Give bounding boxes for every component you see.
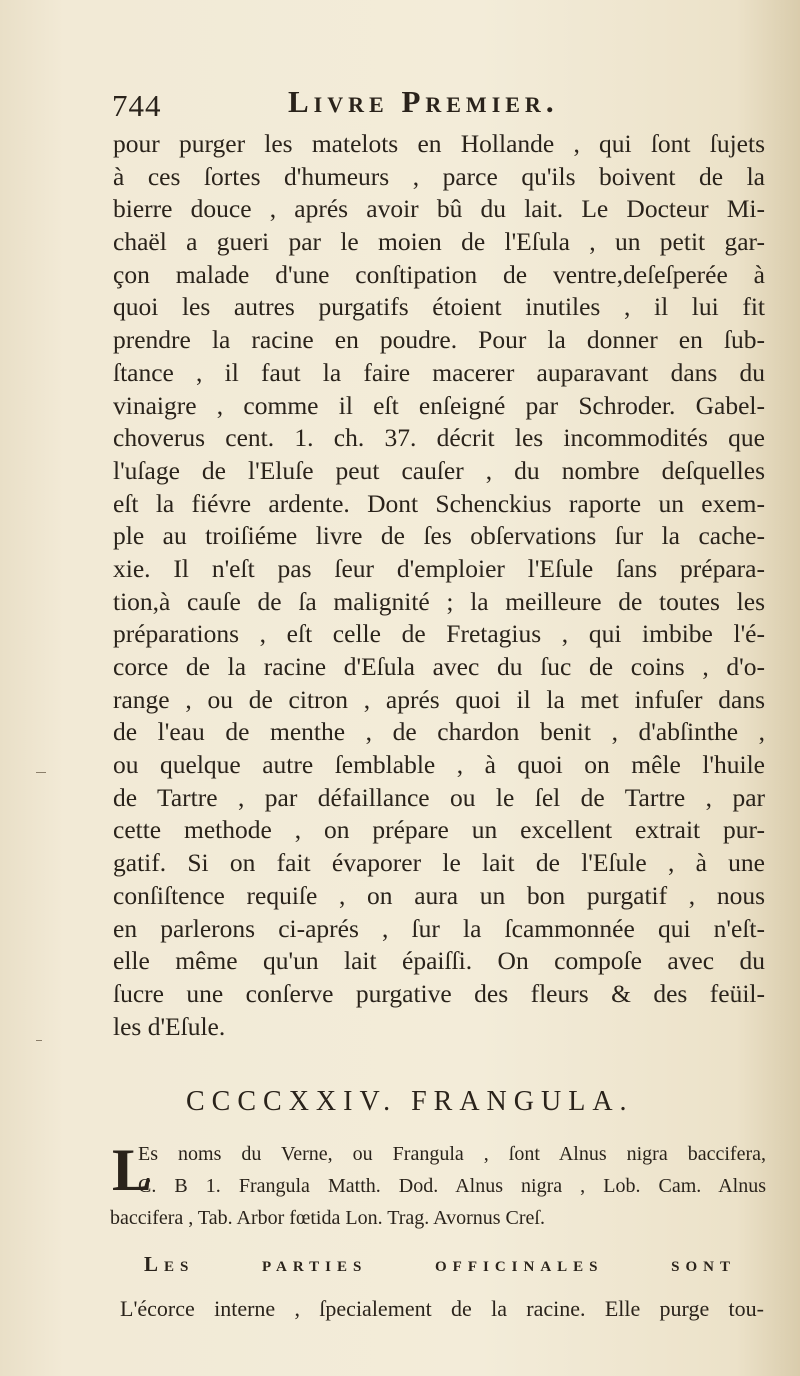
- section-line: Es noms du Verne, ou Frangula , ſont Alnus nigra baccifera,: [138, 1143, 766, 1165]
- text-line: de Tartre , par défaillance ou le ſel de Tartre , par: [113, 782, 765, 812]
- text-line: eſt la fiévre ardente. Dont Schenckius raporte un exem-: [113, 488, 765, 518]
- text-line: range , ou de citron , aprés quoi il la met infuſer dans: [113, 684, 765, 714]
- text-line: conſiſtence requiſe , on aura un bon purgatif , nous: [113, 880, 765, 910]
- section-title: CCCCXXIV. FRANGULA.: [186, 1086, 634, 1117]
- text-line: bierre douce , aprés avoir bû du lait. Le Docteur Mi-: [113, 194, 765, 224]
- section-line: C. B 1. Frangula Matth. Dod. Alnus nigra , Lob. Cam. Alnus: [138, 1175, 766, 1197]
- text-line: vinaigre , comme il eſt enſeigné par Schroder. Gabel-: [113, 390, 765, 420]
- text-line: pour purger les matelots en Hollande , qui ſont ſujets: [113, 129, 765, 158]
- text-line: tion,à cauſe de ſa malignité ; la meilleure de toutes les: [113, 586, 765, 616]
- body-text: [113, 128, 765, 1043]
- drop-cap: L: [112, 1137, 153, 1203]
- text-line: choverus cent. 1. ch. 37. décrit les incommodités que: [113, 423, 765, 453]
- final-line: L'écorce interne , ſpecialement de la racine. Elle purge tou-: [120, 1296, 764, 1321]
- section-line: baccifera , Tab. Arbor fœtida Lon. Trag. Avornus Creſ.: [110, 1207, 545, 1229]
- section-paragraph: [110, 1138, 766, 1234]
- text-line: quoi les autres purgatifs étoient inutiles , il lui fit: [113, 292, 765, 322]
- margin-mark: [36, 772, 46, 773]
- text-line: de l'eau de menthe , de chardon benit , d'abſinthe ,: [113, 717, 765, 747]
- text-line: préparations , eſt celle de Fretagius , qui imbibe l'é-: [113, 619, 765, 649]
- text-line: l'uſage de l'Eluſe peut cauſer , du nombre deſquelles: [113, 455, 765, 485]
- text-line: çon malade d'une conſtipation de ventre,deſeſperée à: [113, 259, 765, 289]
- text-line: les d'Eſule.: [113, 1011, 226, 1041]
- text-line: ple au troiſiéme livre de ſes obſervations ſur la cache-: [113, 521, 765, 551]
- text-line: en parlerons ci-aprés , ſur la ſcammonnée qui n'eſt-: [113, 913, 765, 943]
- text-line: xie. Il n'eſt pas ſeur d'emploier l'Eſule ſans prépara-: [113, 553, 765, 583]
- text-line: à ces ſortes d'humeurs , parce qu'ils boivent de la: [113, 161, 765, 191]
- running-head: Livre Premier.: [288, 84, 559, 119]
- margin-mark: [36, 1040, 42, 1041]
- page-number: 744: [112, 88, 162, 123]
- text-line: chaël a gueri par le moien de l'Eſula , un petit gar-: [113, 227, 765, 257]
- parts-heading: Les parties officinales sont: [144, 1252, 736, 1276]
- text-line: ou quelque autre ſemblable , à quoi on mêle l'huile: [113, 750, 765, 780]
- page-header: [112, 84, 632, 128]
- text-line: prendre la racine en poudre. Pour la donner en ſub-: [113, 325, 765, 355]
- text-line: ſucre une conſerve purgative des fleurs & des feüil-: [113, 978, 765, 1008]
- text-line: cette methode , on prépare un excellent extrait pur-: [113, 815, 765, 845]
- text-line: elle même qu'un lait épaiſſi. On compoſe avec du: [113, 946, 765, 976]
- text-line: corce de la racine d'Eſula avec du ſuc de coins , d'o-: [113, 652, 765, 681]
- text-line: ſtance , il faut la faire macerer auparavant dans du: [113, 357, 765, 387]
- text-line: gatif. Si on fait évaporer le lait de l'Eſule , à une: [113, 848, 765, 878]
